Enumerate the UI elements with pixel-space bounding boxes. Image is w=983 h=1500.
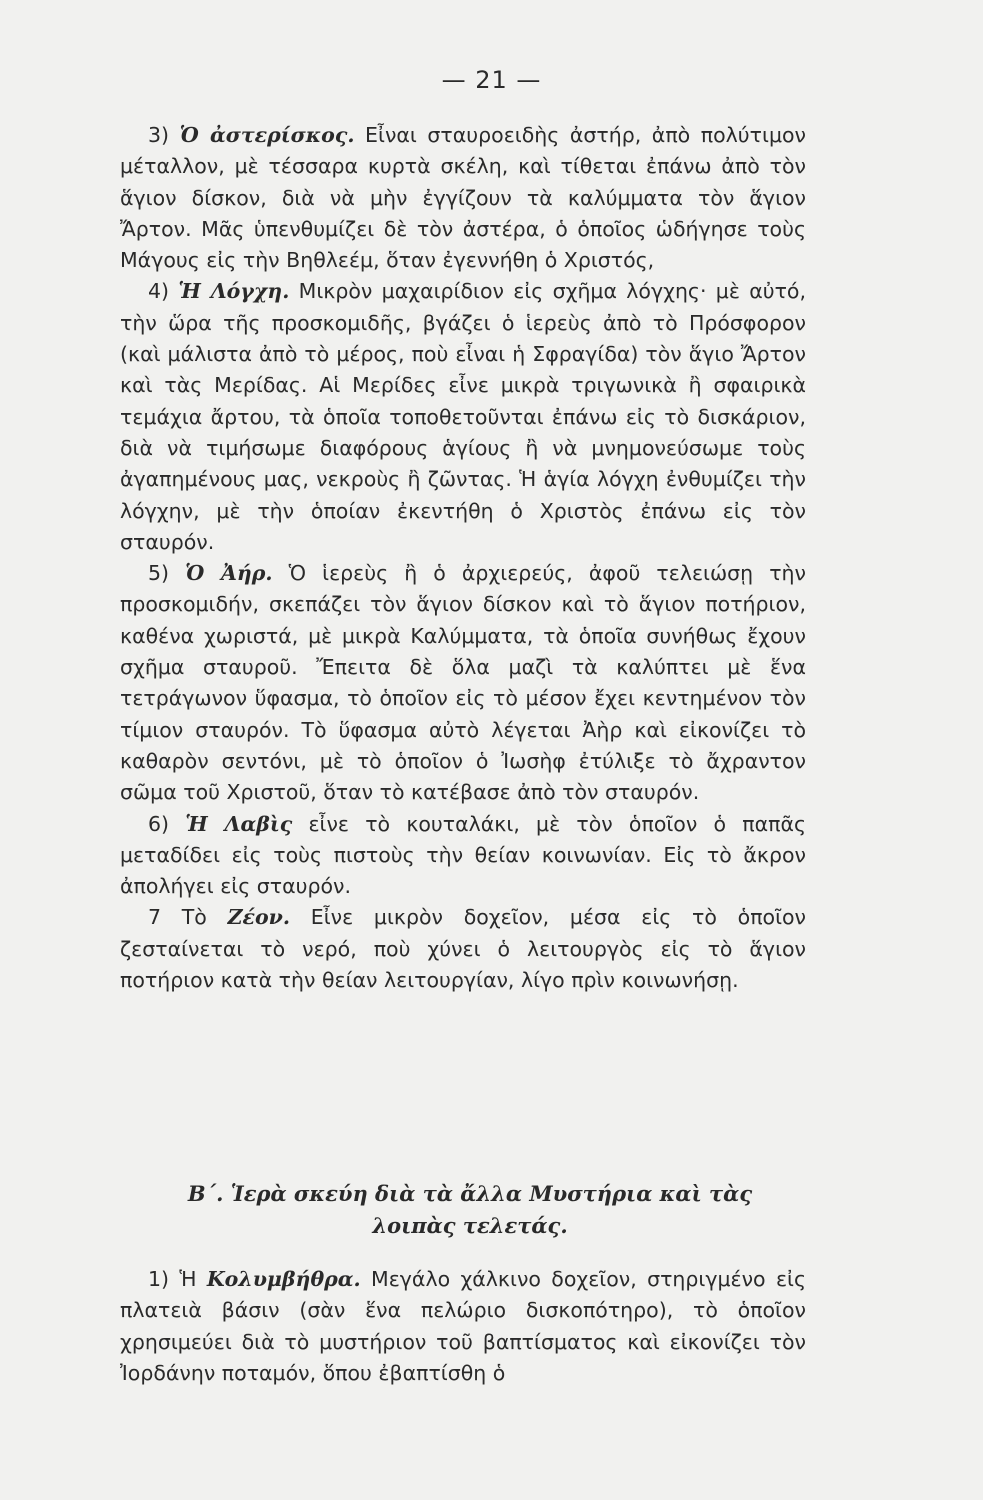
section-item-1: 1) Ἡ Κολυμβήθρα. Μεγάλο χάλκινο δοχεῖον, στηριγμένο εἰς πλατειὰ βάσιν (σὰν ἕνα πελώριο δισκοπότηρο), τὸ ὁποῖον χρησιμεύει διὰ τὸ μυστήριον τοῦ βαπτίσματος καὶ εἰκονίζει τὸν Ἰορδάνην ποταμόν, ὅπου ἐβαπτίσθη ὁ [120,1267,806,1385]
item-5: 5) Ὁ Ἀήρ. Ὁ ἱερεὺς ἢ ὁ ἀρχιερεύς, ἀφοῦ τελειώσῃ τὴν προσκομιδήν, σκεπάζει τὸν ἅγιον δίσκον καὶ τὸ ἅγιον ποτήριον, καθένα χωριστά, μὲ μικρὰ Καλύμματα, τὰ ὁποῖα συνήθως ἔχουν σχῆμα σταυροῦ. Ἔπειτα δὲ ὅλα μαζὶ τὰ καλύπτει μὲ ἕνα τετράγωνον ὕφασμα, τὸ ὁποῖον εἰς τὸ μέσον ἔχει κεντημένον τὸν τίμιον σταυρόν. Τὸ ὕφασμα αὐτὸ λέγεται Ἀὴρ καὶ εἰκονίζει τὸ καθαρὸν σεντόνι, μὲ τὸ ὁποῖον ὁ Ἰωσὴφ ἐτύλιξε τὸ ἄχραντον σῶμα τοῦ Χριστοῦ, ὅταν τὸ κατέβασε ἀπὸ τὸν σταυρόν. [120,561,806,805]
section-text [120,1264,806,1389]
term: Ὁ ἀστερίσκος. [179,123,355,147]
section-heading: Β΄. Ἱερὰ σκεύη διὰ τὰ ἄλλα Μυστήρια καὶ τὰς λοιπὰς τελετάς. [187,1181,753,1238]
term: Ἡ Λαβὶς [185,811,293,836]
item-3: 3) Ὁ ἀστερίσκος. Εἶναι σταυροειδὴς ἀστήρ, ἀπὸ πολύτιμον μέταλλον, μὲ τέσσαρα κυρτὰ σκέλη, καὶ τίθεται ἐπάνω ἀπὸ τὸν ἅγιον δίσκον, διὰ νὰ μὴν ἐγγίζουν τὰ καλύμματα τὸν ἅγιον Ἄρτον. Μᾶς ὑπενθυμίζει δὲ τὸν ἀστέρα, ὁ ὁποῖος ὡδήγησε τοὺς Μάγους εἰς τὴν Βηθλεέμ, ὅταν ἐγεννήθη ὁ Χριστός, [120,123,806,273]
page-number: — 21 — [441,66,542,94]
term: Κολυμβήθρα. [206,1267,361,1291]
main-text [120,120,806,996]
item-4: 4) Ἡ Λόγχη. Μικρὸν μαχαιρίδιον εἰς σχῆμα λόγχης· μὲ αὐτό, τὴν ὥρα τῆς προσκομιδῆς, βγάζει ὁ ἱερεὺς ἀπὸ τὸ Πρόσφορον (καὶ μάλιστα ἀπὸ τὸ μέρος, ποὺ εἶναι ἡ Σφραγίδα) τὸν ἅγιο Ἄρτον καὶ τὰς Μερίδας. Αἱ Μερίδες εἶνε μικρὰ τριγωνικὰ ἢ σφαιρικὰ τεμάχια ἄρτου, τὰ ὁποῖα τοποθετοῦνται ἐπάνω εἰς τὸ δισκάριον, διὰ νὰ τιμήσωμε διαφόρους ἁγίους ἢ νὰ μνημονεύσωμε τοὺς ἀγαπημένους μας, νεκροὺς ἢ ζῶντας. Ἡ ἁγία λόγχη ἐνθυμίζει τὴν λόγχην, μὲ τὴν ὁποίαν ἐκεντήθη ὁ Χριστὸς ἐπάνω εἰς τὸν σταυρόν. [120,279,806,554]
term: Ὁ Ἀήρ. [185,561,273,586]
item-6: 6) Ἡ Λαβὶς εἶνε τὸ κουταλάκι, μὲ τὸν ὁποῖον ὁ παπᾶς μεταδίδει εἰς τοὺς πιστοὺς τὴν θείαν κοινωνίαν. Εἰς τὸ ἄκρον ἀπολήγει εἰς σταυρόν. [120,811,807,899]
term: Ζέον. [227,905,291,930]
item-7: 7 Τὸ Ζέον. Εἶνε μικρὸν δοχεῖον, μέσα εἰς τὸ ὁποῖον ζεσταίνεται τὸ νερό, ποὺ χύνει ὁ λειτουργὸς εἰς τὸ ἅγιον ποτήριον κατὰ τὴν θείαν λειτουργίαν, λίγο πρὶν κοινωνήσῃ. [120,905,807,993]
term: Ἡ Λόγχη. [178,279,290,304]
